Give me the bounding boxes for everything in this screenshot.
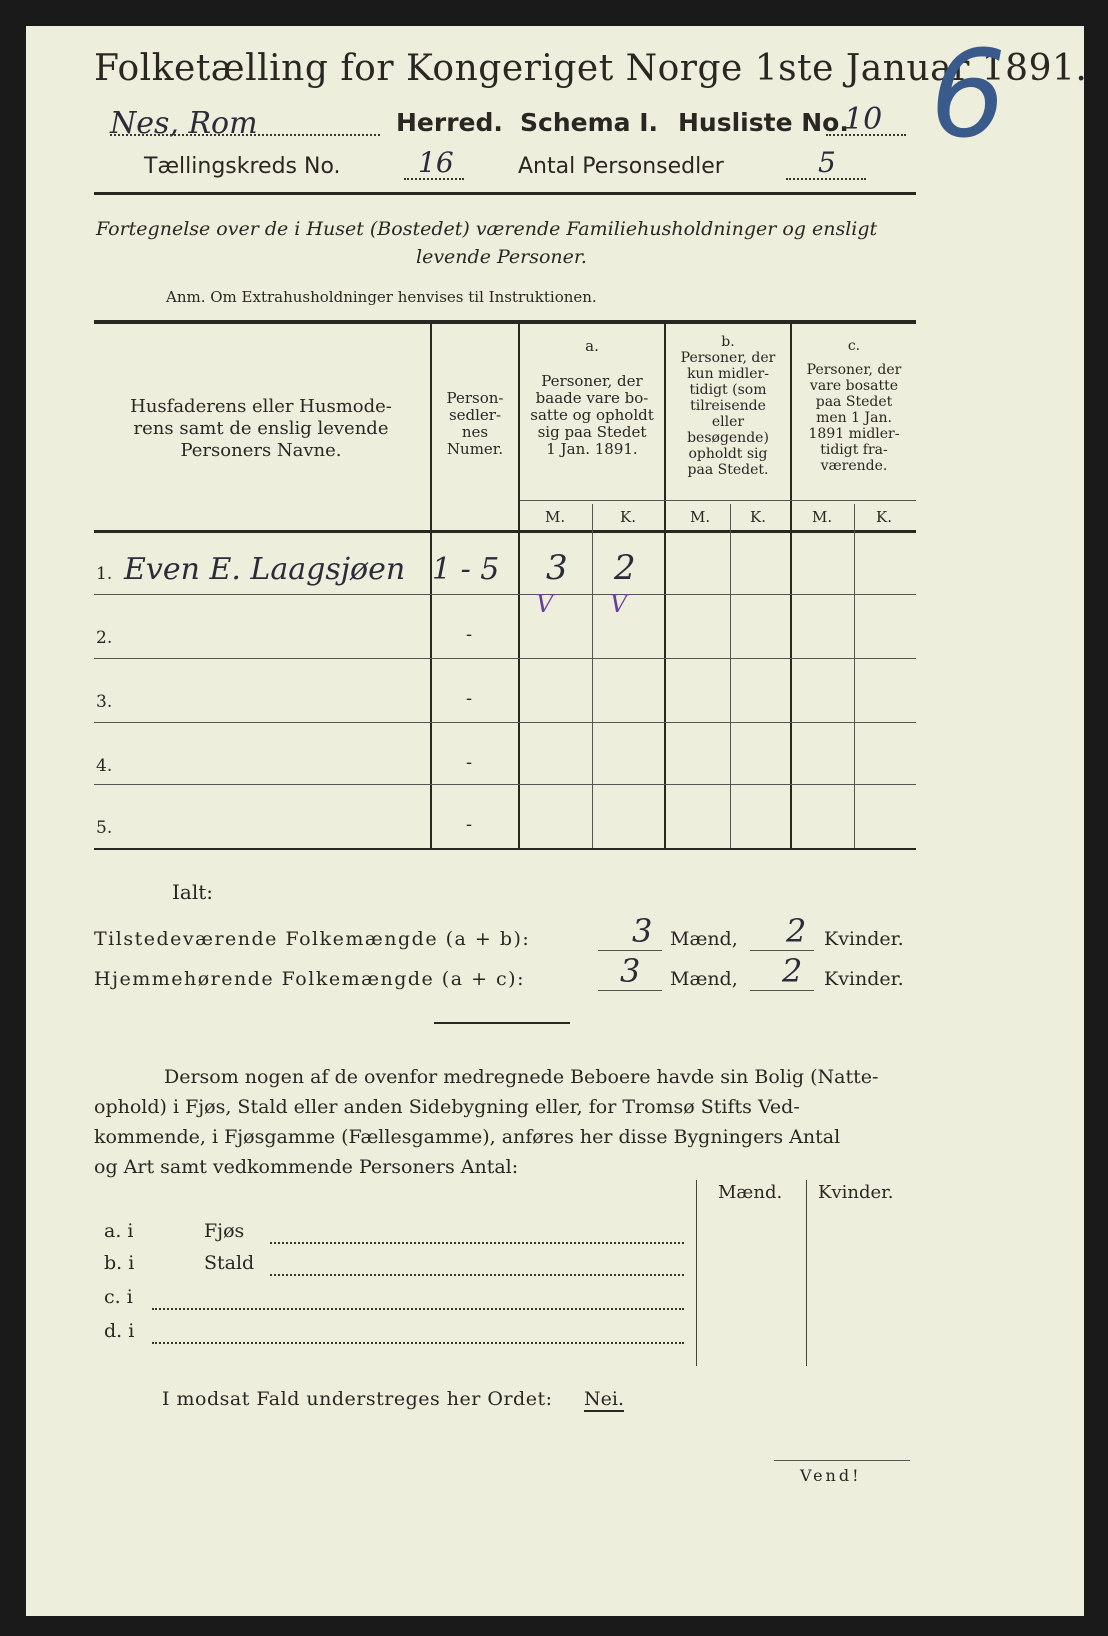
hjemme-kvinder: Kvinder. — [824, 968, 904, 990]
c-k-label: K. — [876, 508, 892, 526]
row-numer: - — [466, 814, 473, 835]
husliste-value: 10 — [844, 102, 883, 137]
table-top-rule — [94, 320, 916, 324]
table-bottom-rule — [94, 848, 916, 850]
col-header-c: c. Personer, der vare bosatte paa Stedet men 1 Jan. 1891 midler- tidigt fra- værende. — [806, 338, 902, 474]
hjemme-maend: Mænd, — [670, 968, 738, 990]
nei-word: Nei. — [584, 1388, 624, 1410]
husliste-label: Husliste No. — [678, 108, 849, 137]
row-numer: 1 - 5 — [432, 552, 500, 587]
taellingskreds-label: Tællingskreds No. — [144, 154, 341, 179]
schema-label: Schema I. — [520, 108, 659, 137]
census-form-page — [26, 26, 1088, 1616]
hjemme-m: 3 — [620, 952, 641, 990]
table-row — [94, 616, 916, 656]
vend-label: Vend! — [800, 1466, 862, 1485]
a-m-label: M. — [545, 508, 566, 526]
anm-note: Anm. Om Extrahusholdninger henvises til Instruktionen. — [166, 288, 597, 306]
building-row-label: d. i — [104, 1320, 135, 1342]
row-number: 5. — [96, 818, 113, 838]
row-a-m-check: V — [536, 590, 554, 618]
building-row-name: Fjøs — [204, 1220, 245, 1242]
b-m-label: M. — [690, 508, 711, 526]
herred-value: Nes, Rom — [110, 106, 258, 141]
col-header-names: Husfaderens eller Husmode- rens samt de enslig levende Personers Navne. — [130, 396, 392, 461]
building-row — [104, 1320, 134, 1342]
tilstede-kvinder: Kvinder. — [824, 928, 904, 950]
row-number: 4. — [96, 756, 113, 776]
c-m-label: M. — [812, 508, 833, 526]
antal-label: Antal Personsedler — [518, 154, 724, 179]
buildings-kvinder-header: Kvinder. — [818, 1182, 894, 1203]
row-number: 2. — [96, 628, 113, 648]
antal-value: 5 — [818, 146, 836, 179]
intro-line-2: levende Personer. — [416, 246, 587, 268]
tilstede-m: 3 — [632, 912, 653, 950]
table-row — [94, 806, 916, 846]
building-row — [104, 1220, 245, 1242]
building-row — [104, 1286, 133, 1308]
row-a-k: 2 — [614, 548, 636, 588]
section-divider — [434, 1022, 570, 1024]
hjemme-k: 2 — [782, 952, 803, 990]
ialt-label: Ialt: — [172, 880, 213, 904]
building-row-label: b. i — [104, 1252, 135, 1274]
tilstede-label: Tilstedeværende Folkemængde (a + b): — [94, 928, 531, 950]
form-title: Folketælling for Kongeriget Norge 1ste Januar 1891. — [94, 48, 1088, 89]
col-header-b: b. Personer, der kun midler- tidigt (som tilreisende eller besøgende) opholdt sig paa Stedet. — [680, 334, 776, 478]
row-numer: - — [466, 752, 473, 773]
taellingskreds-value: 16 — [418, 146, 454, 179]
corner-number: 6 — [930, 26, 1007, 165]
building-row-label: a. i — [104, 1220, 134, 1242]
modsat-label: I modsat Fald understreges her Ordet: — [162, 1388, 553, 1410]
row-name: Even E. Laagsjøen — [124, 552, 406, 587]
buildings-maend-header: Mænd. — [718, 1182, 783, 1203]
building-row — [104, 1252, 255, 1274]
row-numer: - — [466, 624, 473, 645]
row-number: 1. — [96, 564, 113, 584]
building-row-label: c. i — [104, 1286, 133, 1308]
intro-line-1: Fortegnelse over de i Huset (Bostedet) værende Familiehusholdninger og ensligt — [96, 218, 878, 240]
row-a-k-check: V — [610, 590, 628, 618]
row-a-m: 3 — [546, 548, 568, 588]
row-numer: - — [466, 688, 473, 709]
header-rule — [94, 192, 916, 195]
buildings-paragraph: Dersom nogen af de ovenfor medregnede Beboere havde sin Bolig (Natte- ophold) i Fjøs, Stald eller anden Sidebygning eller, for Tromsø Stifts Ved- kommende, i Fjøsgamme (Fællesgamme), anføres her disse Bygningers Antal og Art samt vedkommende Personers Antal: — [94, 1066, 879, 1178]
herred-label: Herred. — [396, 108, 503, 137]
col-header-numer: Person- sedler- nes Numer. — [446, 389, 504, 458]
table-row — [94, 536, 916, 618]
col-header-a: a. Personer, der baade vare bo- satte og opholdt sig paa Stedet 1 Jan. 1891. — [530, 337, 654, 458]
b-k-label: K. — [750, 508, 766, 526]
hjemme-label: Hjemmehørende Folkemængde (a + c): — [94, 968, 525, 990]
table-row — [94, 744, 916, 784]
table-row — [94, 680, 916, 720]
table-header-rule — [94, 530, 916, 533]
tilstede-k: 2 — [786, 912, 807, 950]
building-row-name: Stald — [204, 1252, 255, 1274]
row-number: 3. — [96, 692, 113, 712]
tilstede-maend: Mænd, — [670, 928, 738, 950]
a-k-label: K. — [620, 508, 636, 526]
